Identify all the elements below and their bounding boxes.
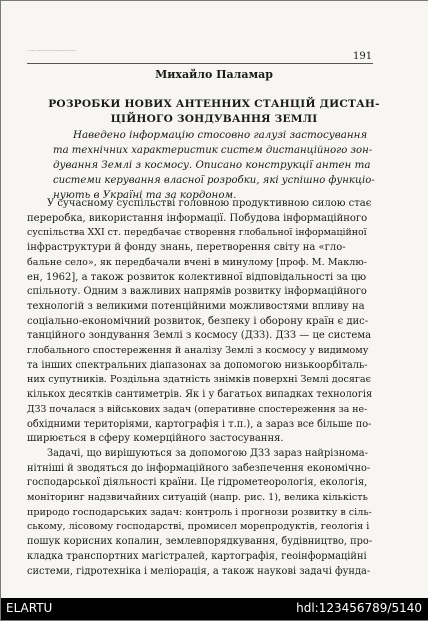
body-line: соціально-економічний розвиток, безпеку і оборону країн є дис- bbox=[27, 315, 369, 327]
body-line: бальне село», як передбачали вчені в минулому [проф. М. Маклю- bbox=[27, 256, 367, 268]
body-line: природо господарських задач: контроль і прогнози розвитку в сіль- bbox=[27, 506, 372, 518]
body-line: них супутників. Роздільна здатність знімків поверхні Землі досягає bbox=[27, 374, 372, 386]
body-line: У сучасному суспільстві головною продуктивною силою стає bbox=[47, 198, 372, 209]
title-line: РОЗРОБКИ НОВИХ АНТЕННИХ СТАНЦІЙ ДИСТАН- bbox=[48, 98, 380, 110]
abstract-line: Наведено інформацію стосовно галузі застосування bbox=[73, 129, 368, 141]
body-line: пошук корисних копалин, землевпорядкування, будівництво, про- bbox=[27, 536, 373, 548]
body-line: танційного зондування Землі з космосу (ДЗЗ). ДЗЗ — це система bbox=[27, 330, 372, 342]
body-line: інфраструктури й фонду знань, перетворення світу на «гло- bbox=[27, 242, 346, 254]
body-line: господарської діяльності країни. Це гідрометеорологія, екологія, bbox=[27, 477, 368, 489]
body-line: та інших спектральних діапазонах за допомогою низькоорбіталь- bbox=[27, 359, 368, 371]
abstract-line: та технічних характеристик систем дистанційного зон- bbox=[53, 145, 373, 156]
body-line: кількох десятків сантиметрів. Як і у багатьох випадках технологія bbox=[27, 389, 373, 401]
author-name: Михайло Паламар bbox=[155, 68, 273, 81]
title-line: ЦІЙНОГО ЗОНДУВАННЯ ЗЕМЛІ bbox=[110, 113, 318, 125]
body-line: суспільства XXI ст. передбачає створення глобальної інформаційної bbox=[27, 227, 367, 239]
body-line: переробка, використання інформації. Побудова інформаційного bbox=[27, 212, 368, 224]
body-line: Задачі, що вирішуються за допомогою ДЗЗ зараз найрізнома- bbox=[47, 447, 368, 459]
body-line: технологій з великими потенційними можливостями впливу на bbox=[27, 300, 365, 312]
body-line: моніторинг надзвичайних ситуацій (напр. рис. 1), велика кількість bbox=[27, 492, 368, 504]
repository-name: ELARTU bbox=[6, 601, 53, 615]
running-header-title: М. Паламар. Розробки нових антенних станцій дистанційного зондування... bbox=[27, 51, 77, 52]
abstract-line: дування Землі з космосу. Описано конструкції антен та bbox=[53, 159, 371, 171]
body-line: спільноту. Одним з важливих напрямів розвитку інформаційного bbox=[27, 286, 367, 298]
body-line: обхідними територіями, картографія і т.п.), а зараз все більше по- bbox=[27, 418, 372, 430]
page-number: 191 bbox=[353, 51, 373, 62]
body-line: системи, гідротехніка і меліорація, а також наукові задачі фунда- bbox=[27, 565, 371, 577]
body-line: ширюється в сферу комерційного застосування. bbox=[27, 433, 284, 445]
handle-identifier: hdl:123456789/5140 bbox=[296, 601, 422, 615]
body-line: кладка транспортних магістралей, картографія, геоінформаційні bbox=[27, 550, 367, 562]
abstract-line: нують в Україні та за кордоном. bbox=[53, 189, 237, 201]
body-line: ДЗЗ почалася з військових задач (оперативне спостереження за не- bbox=[27, 403, 368, 415]
abstract-line: системи керування власної розробки, які успішно функціо- bbox=[53, 175, 375, 186]
body-line: нітніші й зводяться до інформаційного забезпечення економічно- bbox=[27, 462, 371, 474]
body-line: глобального спостереження й аналізу Землі з космосу у видимому bbox=[27, 345, 369, 357]
body-line: ському, лісовому господарстві, промисел морепродуктів, геологія і bbox=[27, 521, 370, 533]
body-line: ен, 1962], а також розвиток колективної відповідальності за цю bbox=[27, 271, 367, 283]
